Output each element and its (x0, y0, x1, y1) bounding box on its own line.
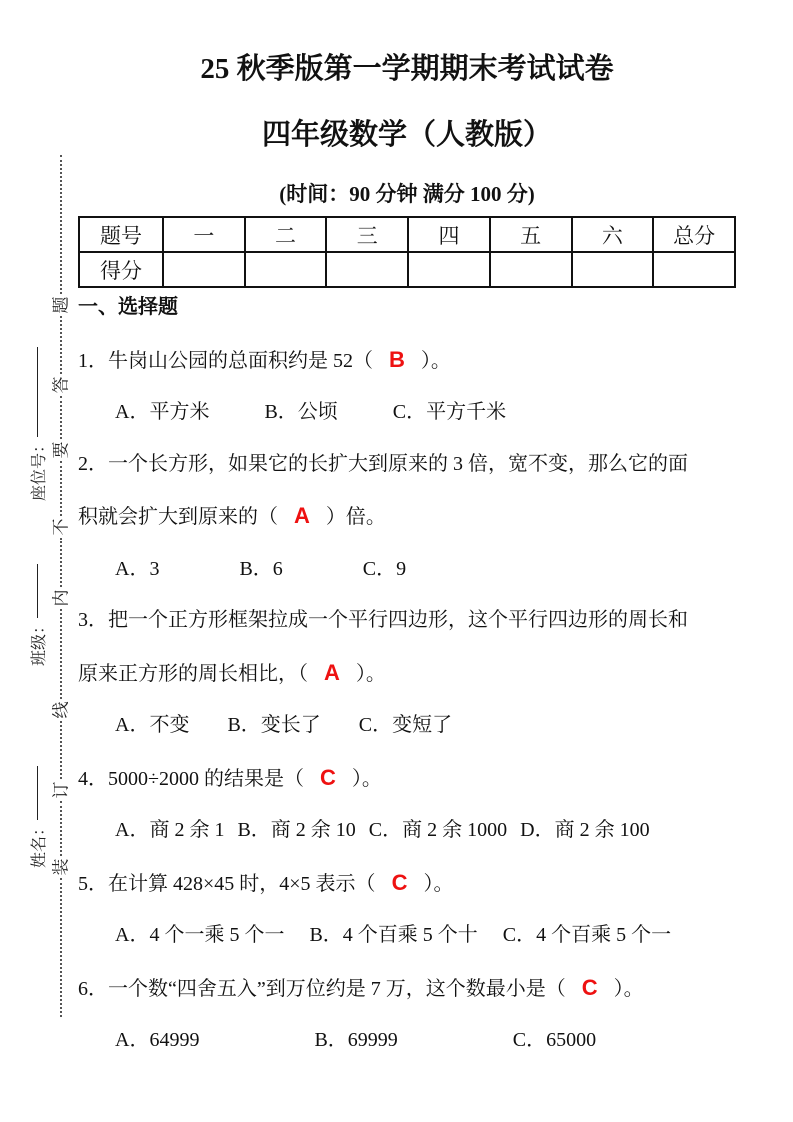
option: A．平方米 (115, 401, 210, 423)
score-table-header-cell: 三 (326, 217, 408, 252)
binding-dots (60, 461, 62, 516)
option: C．变短了 (358, 714, 453, 736)
name-blank (37, 766, 38, 820)
option: C．4 个百乘 5 个一 (502, 924, 672, 946)
score-table (78, 216, 736, 288)
question-text: ）倍。 (325, 506, 386, 528)
question-6-stem (78, 962, 736, 1016)
question-2-stem-line2 (78, 490, 736, 544)
score-table-header-cell: 二 (245, 217, 327, 252)
binding-dots (60, 396, 62, 439)
option: A．不变 (115, 714, 190, 736)
score-table-header-cell: 一 (163, 217, 245, 252)
option: C．商 2 余 1000 (368, 819, 508, 841)
binding-line-char: 装 (51, 858, 70, 876)
score-row-label: 得分 (79, 252, 163, 287)
question-5-options (78, 910, 736, 962)
binding-dots (60, 538, 62, 587)
name-label: 姓名： (30, 819, 48, 868)
binding-line-char: 题 (51, 296, 70, 314)
score-table-header-cell: 六 (572, 217, 654, 252)
question-text: ）。 (613, 977, 644, 1000)
score-table-header-cell: 五 (490, 217, 572, 252)
question-text: ）。 (351, 767, 382, 790)
binding-line-char: 答 (51, 376, 70, 394)
class-label: 班级： (30, 617, 48, 666)
question-2-options (78, 544, 736, 596)
answer-letter: B (389, 346, 405, 372)
question-text: 4．5000÷2000 的结果是（ (78, 767, 304, 790)
answer-letter: A (294, 503, 310, 528)
option: B．6 (239, 557, 283, 580)
answer-letter: C (391, 869, 408, 895)
question-4-options (78, 805, 736, 857)
score-table-header-cell: 四 (408, 217, 490, 252)
binding-line-char: 要 (51, 441, 70, 459)
time-and-score-note: (时间：90 分钟 满分 100 分) (279, 182, 535, 206)
option: D．商 2 余 100 (520, 819, 650, 841)
score-table-header-row (79, 217, 735, 252)
score-table-header-cell: 总分 (653, 217, 735, 252)
question-text: 原来正方形的周长相比，（ (78, 662, 308, 685)
answer-letter: C (581, 974, 598, 1000)
question-text: 1．牛岗山公园的总面积约是 52（ (78, 349, 373, 372)
exam-title: 25 秋季版第一学期期末考试试卷 (200, 53, 614, 85)
option: B．商 2 余 10 (237, 819, 356, 841)
binding-dots (60, 721, 62, 779)
question-text: 积就会扩大到原来的（ (78, 506, 278, 528)
option: B．公顷 (264, 401, 338, 423)
question-text: ）。 (423, 872, 454, 895)
question-3-stem-line2 (78, 647, 736, 701)
question-1-options (78, 387, 736, 439)
question-1-stem (78, 334, 736, 388)
question-6-options (78, 1015, 736, 1067)
option: B．4 个百乘 5 个十 (309, 924, 478, 946)
option: A．64999 (115, 1029, 200, 1051)
exam-paper (78, 0, 736, 1067)
option: C．9 (362, 557, 407, 580)
question-text: ）。 (355, 662, 386, 685)
answer-letter: A (324, 659, 340, 685)
question-3-options (78, 700, 736, 752)
class-blank (37, 564, 38, 618)
seat-number-blank (37, 347, 38, 437)
exam-subtitle: 四年级数学（人教版） (261, 119, 552, 151)
binding-line-char: 不 (51, 518, 70, 536)
option: A．3 (115, 557, 160, 580)
option: C．平方千米 (392, 401, 507, 423)
binding-line (53, 155, 69, 1017)
answer-letter: C (319, 764, 336, 790)
binding-dots (60, 155, 62, 294)
option: B．69999 (314, 1029, 398, 1051)
question-5-stem (78, 857, 736, 911)
seat-number-label: 座位号： (30, 436, 48, 501)
question-3-stem-line1: 3．把一个正方形框架拉成一个平行四边形，这个平行四边形的周长和 (78, 609, 688, 631)
question-text: ）。 (420, 349, 451, 372)
option: C．65000 (512, 1029, 597, 1051)
question-text: 6．一个数“四舍五入”到万位约是 7 万，这个数最小是（ (78, 977, 566, 1000)
binding-line-char: 订 (51, 781, 70, 799)
binding-line-char: 线 (51, 701, 70, 719)
binding-dots (60, 316, 62, 374)
binding-dots (60, 609, 62, 699)
question-text: 5．在计算 428×45 时，4×5 表示（ (78, 872, 376, 895)
binding-dots (60, 878, 62, 1017)
section-1-heading: 一、选择题 (78, 296, 178, 318)
option: A．4 个一乘 5 个一 (115, 924, 285, 946)
binding-line-char: 内 (51, 589, 70, 607)
question-4-stem (78, 752, 736, 806)
option: B．变长了 (227, 714, 321, 736)
option: A．商 2 余 1 (115, 819, 225, 841)
question-2-stem-line1: 2．一个长方形，如果它的长扩大到原来的 3 倍，宽不变，那么它的面 (78, 452, 688, 475)
binding-dots (60, 801, 62, 856)
score-table-header-cell: 题号 (79, 217, 163, 252)
